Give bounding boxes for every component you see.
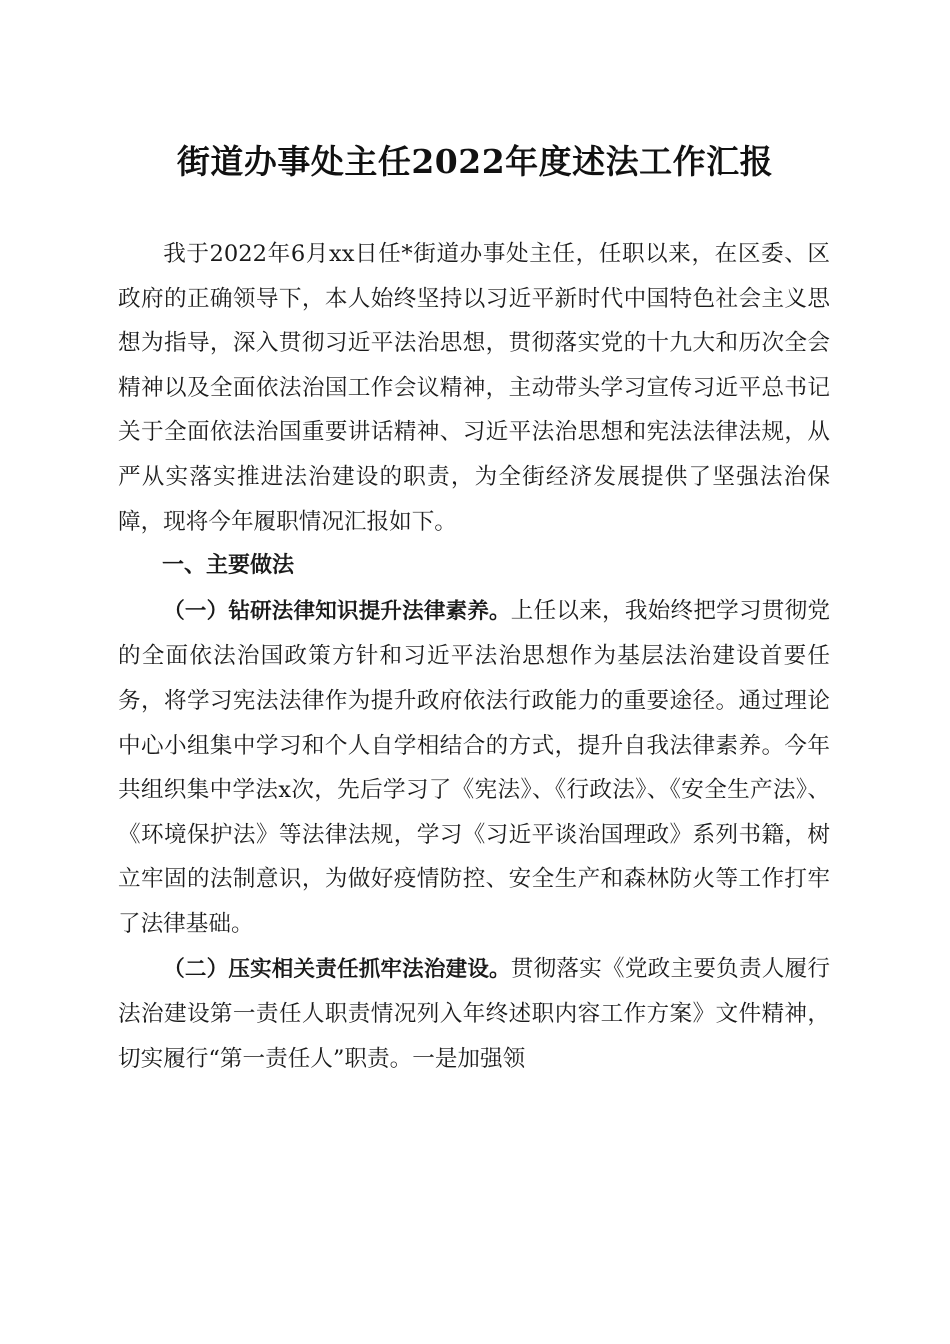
point-1-body: 上任以来，我始终把学习贯彻党的全面依法治国政策方针和习近平法治思想作为基层法治建设首要任务，将学习宪法法律作为提升政府依法行政能力的重要途径。通过理论中心小组集中学习和个人自学相结合的方式，提升自我法律素养。今年共组织集中学法x次，先后学习了《宪法》、《行政法》、《安全生产法》、《环境保护法》等法律法规，学习《习近平谈治国理政》系列书籍，树立牢固的法制意识，为做好疫情防控、安全生产和森林防火等工作打牢了法律基础。 bbox=[118, 597, 831, 937]
point-2-title: （二）压实相关责任抓牢法治建设。 bbox=[163, 956, 511, 982]
point-2-body: 贯彻落实《党政主要负责人履行法治建设第一责任人职责情况列入年终述职内容工作方案》文件精神，切实履行“第一责任人”职责。一是加强领 bbox=[118, 955, 831, 1072]
intro-paragraph: 我于2022年6月xx日任*街道办事处主任，任职以来，在区委、区政府的正确领导下，本人始终坚持以习近平新时代中国特色社会主义思想为指导，深入贯彻习近平法治思想，贯彻落实党的十九大和历次全会精神以及全面依法治国工作会议精神，主动带头学习宣传习近平总书记关于全面依法治国重要讲话精神、习近平法治思想和宪法法律法规，从严从实落实推进法治建设的职责，为全街经济发展提供了坚强法治保障，现将今年履职情况汇报如下。 bbox=[118, 241, 830, 535]
document-title: 街道办事处主任2022年度述法工作汇报 bbox=[176, 142, 774, 181]
document-body bbox=[118, 232, 830, 1081]
point-2-paragraph bbox=[118, 947, 830, 1082]
section-heading-main-practices: 一、主要做法 bbox=[162, 553, 295, 579]
point-1-title: （一）钻研法律知识提升法律素养。 bbox=[163, 598, 511, 624]
point-1-paragraph bbox=[118, 589, 830, 947]
